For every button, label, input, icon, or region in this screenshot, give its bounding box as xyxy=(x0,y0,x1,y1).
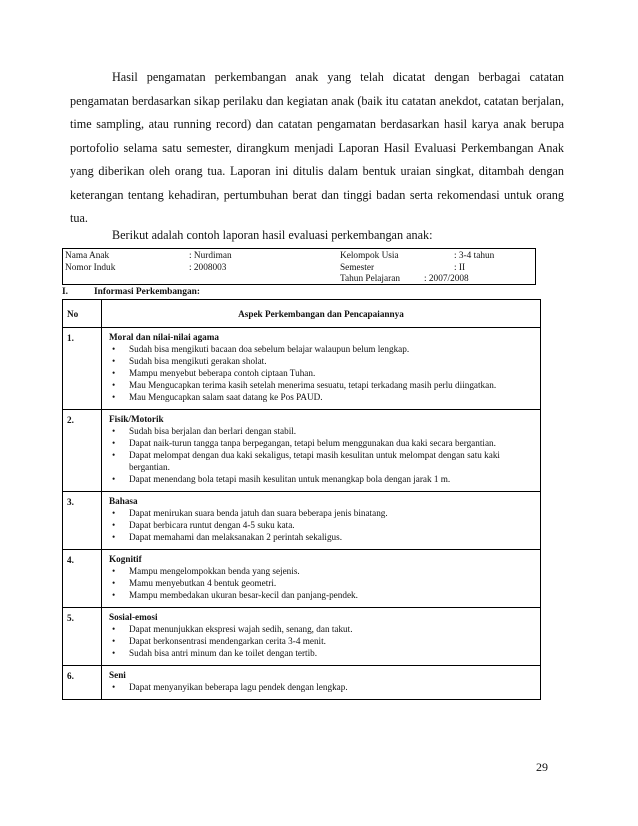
header-no: No xyxy=(63,300,102,328)
example-intro-paragraph: Berikut adalah contoh laporan hasil evaluasi perkembangan anak: xyxy=(112,228,433,242)
aspect-cell xyxy=(102,550,541,608)
list-item xyxy=(109,507,540,519)
table-row xyxy=(63,492,541,550)
bullet-icon: • xyxy=(112,474,116,484)
table-row xyxy=(63,666,541,700)
list-item xyxy=(109,425,540,437)
list-item xyxy=(109,379,540,391)
list-item xyxy=(109,577,540,589)
bullet-icon: • xyxy=(112,438,116,448)
list-item-text: Dapat menirukan suara benda jatuh dan suara beberapa jenis binatang. xyxy=(129,508,388,518)
table-body xyxy=(63,328,541,700)
achievement-list xyxy=(109,343,540,403)
aspect-title: Sosial-emosi xyxy=(109,612,158,622)
list-item xyxy=(109,589,540,601)
row-number: 4. xyxy=(63,550,102,608)
achievement-list xyxy=(109,623,540,659)
semester-value: : II xyxy=(454,263,466,273)
list-item-text: Dapat naik-turun tangga tanpa berpegangan, tetapi belum menggunakan dua kaki secara bergantian. xyxy=(129,438,496,448)
list-item xyxy=(109,681,540,693)
table-row xyxy=(63,328,541,410)
list-item xyxy=(109,647,540,659)
bullet-icon: • xyxy=(112,590,116,600)
aspect-cell xyxy=(102,328,541,410)
kelompok-usia-label: Kelompok Usia xyxy=(340,251,399,261)
list-item xyxy=(109,391,540,403)
list-item-text: Sudah bisa berjalan dan berlari dengan stabil. xyxy=(129,426,297,436)
achievement-list xyxy=(109,681,540,693)
list-item xyxy=(109,437,540,449)
bullet-icon: • xyxy=(112,380,116,390)
achievement-list xyxy=(109,507,540,543)
list-item xyxy=(109,343,540,355)
table-row xyxy=(63,410,541,492)
list-item-text: Dapat memahami dan melaksanakan 2 perintah sekaligus. xyxy=(129,532,343,542)
list-item-text: Mau Mengucapkan salam saat datang ke Pos PAUD. xyxy=(129,392,323,402)
table-row xyxy=(63,608,541,666)
aspect-cell xyxy=(102,666,541,700)
header-aspect: Aspek Perkembangan dan Pencapaiannya xyxy=(102,300,541,328)
bullet-icon: • xyxy=(112,508,116,518)
aspect-cell xyxy=(102,492,541,550)
bullet-icon: • xyxy=(112,532,116,542)
bullet-icon: • xyxy=(112,648,116,658)
table-header-row xyxy=(63,300,541,328)
bullet-icon: • xyxy=(112,368,116,378)
list-item xyxy=(109,623,540,635)
row-number: 6. xyxy=(63,666,102,700)
semester-label: Semester xyxy=(340,263,375,273)
kelompok-usia-value: : 3-4 tahun xyxy=(454,251,495,261)
aspect-title: Seni xyxy=(109,670,126,680)
list-item-text: Mampu menyebut beberapa contoh ciptaan Tuhan. xyxy=(129,368,316,378)
development-table xyxy=(62,299,541,700)
list-item-text: Sudah bisa mengikuti gerakan sholat. xyxy=(129,356,267,366)
row-number: 2. xyxy=(63,410,102,492)
aspect-title: Moral dan nilai-nilai agama xyxy=(109,332,220,342)
aspect-title: Kognitif xyxy=(109,554,142,564)
bullet-icon: • xyxy=(112,356,116,366)
nama-anak-label: Nama Anak xyxy=(65,251,110,261)
list-item xyxy=(109,355,540,367)
list-item xyxy=(109,367,540,379)
student-info-box xyxy=(62,248,536,285)
nomor-induk-label: Nomor Induk xyxy=(65,263,116,273)
list-item-text: Sudah bisa mengikuti bacaan doa sebelum belajar walaupun belum lengkap. xyxy=(129,344,410,354)
aspect-cell xyxy=(102,608,541,666)
list-item xyxy=(109,449,540,473)
list-item xyxy=(109,519,540,531)
tahun-pelajaran-value: : 2007/2008 xyxy=(424,274,469,284)
list-item-text: Mampu membedakan ukuran besar-kecil dan panjang-pendek. xyxy=(129,590,358,600)
row-number: 1. xyxy=(63,328,102,410)
bullet-icon: • xyxy=(112,578,116,588)
achievement-list xyxy=(109,425,540,485)
bullet-icon: • xyxy=(112,426,116,436)
bullet-icon: • xyxy=(112,682,116,692)
list-item xyxy=(109,473,540,485)
section-number: I. xyxy=(62,287,68,297)
bullet-icon: • xyxy=(112,450,116,460)
bullet-icon: • xyxy=(112,624,116,634)
row-number: 5. xyxy=(63,608,102,666)
aspect-title: Bahasa xyxy=(109,496,138,506)
list-item xyxy=(109,565,540,577)
list-item-text: Sudah bisa antri minum dan ke toilet dengan tertib. xyxy=(129,648,318,658)
table-row xyxy=(63,550,541,608)
list-item xyxy=(109,531,540,543)
intro-paragraph xyxy=(70,66,564,231)
tahun-pelajaran-label: Tahun Pelajaran xyxy=(340,274,401,284)
aspect-title: Fisik/Motorik xyxy=(109,414,164,424)
list-item xyxy=(109,635,540,647)
list-item-text: Dapat menendang bola tetapi masih kesulitan untuk menangkap bola dengan jarak 1 m. xyxy=(129,474,451,484)
nama-anak-value: : Nurdiman xyxy=(189,251,232,261)
list-item-text: Dapat melompat dengan dua kaki sekaligus, tetapi masih kesulitan untuk melompat dengan satu kaki bergantian. xyxy=(129,450,500,472)
section-heading xyxy=(62,287,200,297)
list-item-text: Dapat menyanyikan beberapa lagu pendek dengan lengkap. xyxy=(129,682,348,692)
list-item-text: Dapat berbicara runtut dengan 4-5 suku kata. xyxy=(129,520,295,530)
list-item-text: Dapat menunjukkan ekspresi wajah sedih, senang, dan takut. xyxy=(129,624,353,634)
bullet-icon: • xyxy=(112,566,116,576)
page-number: 29 xyxy=(536,760,548,774)
row-number: 3. xyxy=(63,492,102,550)
aspect-cell xyxy=(102,410,541,492)
intro-paragraph-text: Hasil pengamatan perkembangan anak yang telah dicatat dengan berbagai catatan pengamatan berdasarkan sikap perilaku dan kegiatan anak (baik itu catatan anekdot, catatan berjalan, time sampling, atau running record) dan catatan pengamatan berdasarkan hasil karya anak berupa portofolio selama satu semester, dirangkum menjadi Laporan Hasil Evaluasi Perkembangan Anak yang diberikan oleh orang tua. Laporan ini ditulis dalam bentuk uraian singkat, ditambah dengan keterangan tentang kehadiran, pertumbuhan berat dan tinggi badan serta rekomendasi untuk orang tua. xyxy=(70,70,564,225)
achievement-list xyxy=(109,565,540,601)
nomor-induk-value: : 2008003 xyxy=(189,263,227,273)
section-title: Informasi Perkembangan: xyxy=(94,287,200,297)
bullet-icon: • xyxy=(112,520,116,530)
list-item-text: Mampu mengelompokkan benda yang sejenis. xyxy=(129,566,300,576)
bullet-icon: • xyxy=(112,636,116,646)
bullet-icon: • xyxy=(112,392,116,402)
list-item-text: Mamu menyebutkan 4 bentuk geometri. xyxy=(129,578,277,588)
list-item-text: Mau Mengucapkan terima kasih setelah menerima sesuatu, tetapi terkadang masih perlu diingatkan. xyxy=(129,380,497,390)
bullet-icon: • xyxy=(112,344,116,354)
list-item-text: Dapat berkonsentrasi mendengarkan cerita 3-4 menit. xyxy=(129,636,326,646)
